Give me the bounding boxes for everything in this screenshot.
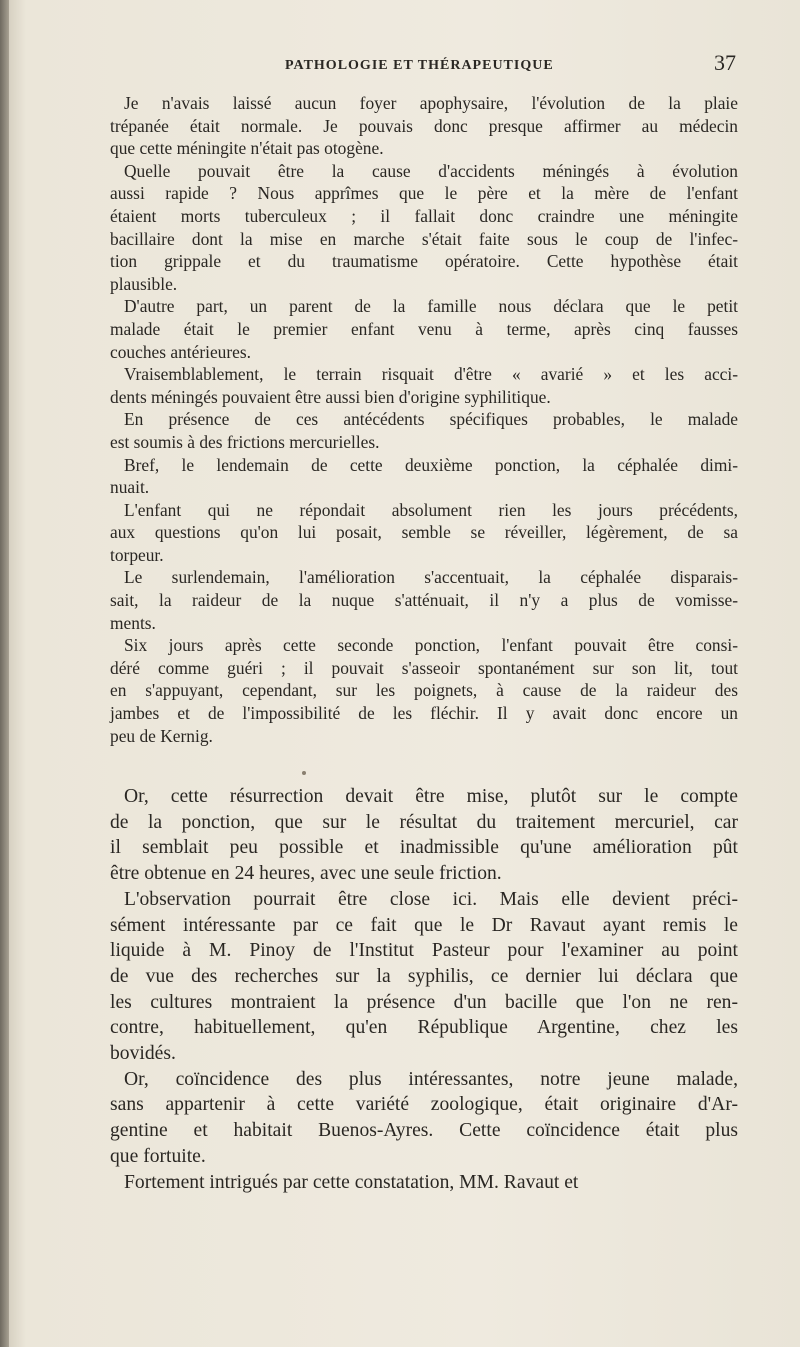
text-line: gentine et habitait Buenos-Ayres. Cette coïncidence était plus xyxy=(110,1120,738,1142)
text-line: L'enfant qui ne répondait absolument rien les jours précédents, xyxy=(124,499,738,520)
text-line: ments. xyxy=(110,612,156,633)
text-line: En présence de ces antécédents spécifiques probables, le malade xyxy=(124,409,738,430)
text-line: être obtenue en 24 heures, avec une seule friction. xyxy=(110,863,502,885)
text-line: Bref, le lendemain de cette deuxième ponction, la céphalée dimi- xyxy=(124,454,738,475)
text-line: étaient morts tuberculeux ; il fallait donc craindre une méningite xyxy=(110,205,738,226)
text-line: de la ponction, que sur le résultat du traitement mercuriel, car xyxy=(110,811,738,833)
text-line: trépanée était normale. Je pouvais donc presque affirmer au médecin xyxy=(110,115,738,136)
text-line: Quelle pouvait être la cause d'accidents méningés à évolution xyxy=(124,160,738,181)
running-head: PATHOLOGIE ET THÉRAPEUTIQUE xyxy=(285,58,554,73)
body-text-large xyxy=(110,784,738,1195)
text-line: en s'appuyant, cependant, sur les poignets, à cause de la raideur des xyxy=(110,680,738,701)
text-line: Or, coïncidence des plus intéressantes, notre jeune malade, xyxy=(124,1068,738,1090)
book-spine-edge xyxy=(0,0,9,1347)
text-line: Fortement intrigués par cette constatation, MM. Ravaut et xyxy=(124,1171,579,1193)
text-line: couches antérieures. xyxy=(110,341,251,362)
text-line: plausible. xyxy=(110,273,178,294)
text-line: jambes et de l'impossibilité de les fléchir. Il y avait donc encore un xyxy=(110,703,738,724)
separator-dot xyxy=(302,771,306,775)
text-line: torpeur. xyxy=(110,544,164,565)
text-line: que cette méningite n'était pas otogène. xyxy=(110,138,384,159)
text-line: Je n'avais laissé aucun foyer apophysaire, l'évolution de la plaie xyxy=(124,93,738,113)
text-line: est soumis à des frictions mercurielles. xyxy=(110,431,380,452)
text-line: Six jours après cette seconde ponction, l'enfant pouvait être consi- xyxy=(124,635,738,656)
paragraph xyxy=(110,295,738,363)
text-line: nuait. xyxy=(110,477,150,498)
text-line: sans appartenir à cette variété zoologique, était originaire d'Ar- xyxy=(110,1094,738,1116)
text-line: contre, habituellement, qu'en République Argentine, chez les xyxy=(110,1017,738,1039)
text-line: que fortuite. xyxy=(110,1145,206,1167)
text-line: peu de Kernig. xyxy=(110,725,213,746)
text-line: D'autre part, un parent de la famille nous déclara que le petit xyxy=(124,296,738,317)
paragraph xyxy=(110,784,738,887)
text-line: sément intéressante par ce fait que le Dr Ravaut ayant remis le xyxy=(110,914,738,936)
text-line: sait, la raideur de la nuque s'atténuait, il n'y a plus de vomisse- xyxy=(110,590,738,611)
paragraph xyxy=(110,160,738,296)
text-line: malade était le premier enfant venu à terme, après cinq fausses xyxy=(110,318,738,339)
page-number: 37 xyxy=(714,50,736,75)
paragraph xyxy=(110,499,738,567)
paragraph xyxy=(110,92,738,160)
text-line: de vue des recherches sur la syphilis, ce dernier lui déclara que xyxy=(110,965,738,987)
text-line: les cultures montraient la présence d'un bacille que l'on ne ren- xyxy=(110,991,738,1013)
paragraph xyxy=(110,1170,738,1196)
text-line: L'observation pourrait être close ici. Mais elle devient préci- xyxy=(124,888,738,910)
paragraph xyxy=(110,363,738,408)
text-line: Le surlendemain, l'amélioration s'accentuait, la céphalée disparais- xyxy=(124,567,738,588)
text-line: liquide à M. Pinoy de l'Institut Pasteur pour l'examiner au point xyxy=(110,940,738,962)
text-line: déré comme guéri ; il pouvait s'asseoir spontanément sur son lit, tout xyxy=(110,657,738,678)
paragraph xyxy=(110,1067,738,1170)
text-line: tion grippale et du traumatisme opératoire. Cette hypothèse était xyxy=(110,251,738,272)
body-text-small xyxy=(110,92,738,747)
text-line: dents méningés pouvaient être aussi bien d'origine syphilitique. xyxy=(110,386,551,407)
page-header xyxy=(110,50,740,80)
paragraph xyxy=(110,454,738,499)
text-line: bovidés. xyxy=(110,1043,176,1065)
text-line: il semblait peu possible et inadmissible qu'une amélioration pût xyxy=(110,837,738,859)
paragraph xyxy=(110,634,738,747)
paragraph xyxy=(110,887,738,1067)
text-line: Vraisemblablement, le terrain risquait d'être « avarié » et les acci- xyxy=(124,364,738,385)
text-line: aux questions qu'on lui posait, semble se réveiller, légèrement, de sa xyxy=(110,522,738,543)
text-line: Or, cette résurrection devait être mise, plutôt sur le compte xyxy=(124,786,738,807)
paragraph xyxy=(110,408,738,453)
text-line: bacillaire dont la mise en marche s'était faite sous le coup de l'infec- xyxy=(110,228,738,249)
text-line: aussi rapide ? Nous apprîmes que le père et la mère de l'enfant xyxy=(110,183,738,204)
paragraph xyxy=(110,566,738,634)
